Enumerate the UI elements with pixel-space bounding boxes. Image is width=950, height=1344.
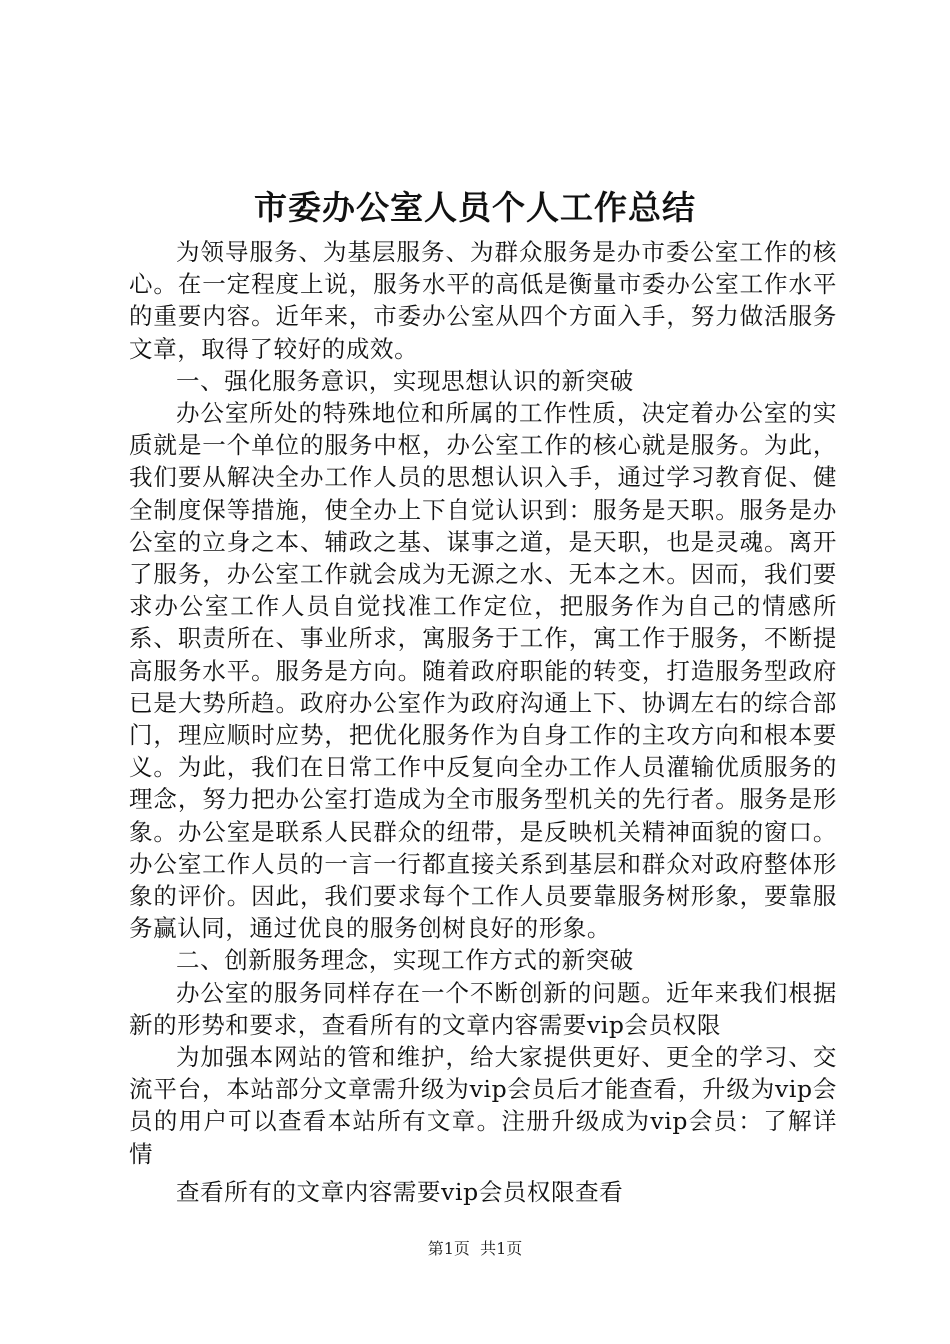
paragraph-section-2: 办公室的服务同样存在一个不断创新的问题。近年来我们根据新的形势和要求，查看所有的文章内容需要vip会员权限 <box>129 978 837 1039</box>
paragraph-vip-view-link[interactable]: 查看所有的文章内容需要vip会员权限查看 <box>176 1177 624 1206</box>
section-heading-1: 一、强化服务意识，实现思想认识的新突破 <box>176 366 634 395</box>
paragraph-section-1: 办公室所处的特殊地位和所属的工作性质，决定着办公室的实质就是一个单位的服务中枢，办公室工作的核心就是服务。为此，我们要从解决全办工作人员的思想认识入手，通过学习教育促、健全制度保等措施，使全办上下自觉认识到：服务是天职。服务是办公室的立身之本、辅政之基、谋事之道，是天职，也是灵魂。离开了服务，办公室工作就会成为无源之水、无本之木。因而，我们要求办公室工作人员自觉找准工作定位，把服务作为自己的情感所系、职责所在、事业所求，寓服务于工作，寓工作于服务，不断提高服务水平。服务是方向。随着政府职能的转变，打造服务型政府已是大势所趋。政府办公室作为政府沟通上下、协调左右的综合部门，理应顺时应势，把优化服务作为自身工作的主攻方向和根本要义。为此，我们在日常工作中反复向全办工作人员灌输优质服务的理念，努力把办公室打造成为全市服务型机关的先行者。服务是形象。办公室是联系人民群众的纽带，是反映机关精神面貌的窗口。办公室工作人员的一言一行都直接关系到基层和群众对政府整体形象的评价。因此，我们要求每个工作人员要靠服务树形象，要靠服务赢认同，通过优良的服务创树良好的形象。 <box>129 399 837 943</box>
paragraph-intro: 为领导服务、为基层服务、为群众服务是办市委公室工作的核心。在一定程度上说，服务水平的高低是衡量市委办公室工作水平的重要内容。近年来，市委办公室从四个方面入手，努力做活服务文章，取得了较好的成效。 <box>129 238 837 363</box>
page-footer <box>0 1238 950 1260</box>
document-body <box>129 236 837 1208</box>
document-title: 市委办公室人员个人工作总结 <box>254 188 696 227</box>
page-total: 共1页 <box>480 1239 523 1258</box>
section-heading-2: 二、创新服务理念，实现工作方式的新突破 <box>176 946 634 975</box>
paragraph-vip-notice: 为加强本网站的管和维护，给大家提供更好、更全的学习、交流平台，本站部分文章需升级为vip会员后才能查看，升级为vip会员的用户可以查看本站所有文章。注册升级成为vip会员：了解详情 <box>129 1043 837 1168</box>
page-number: 第1页 <box>427 1239 470 1258</box>
